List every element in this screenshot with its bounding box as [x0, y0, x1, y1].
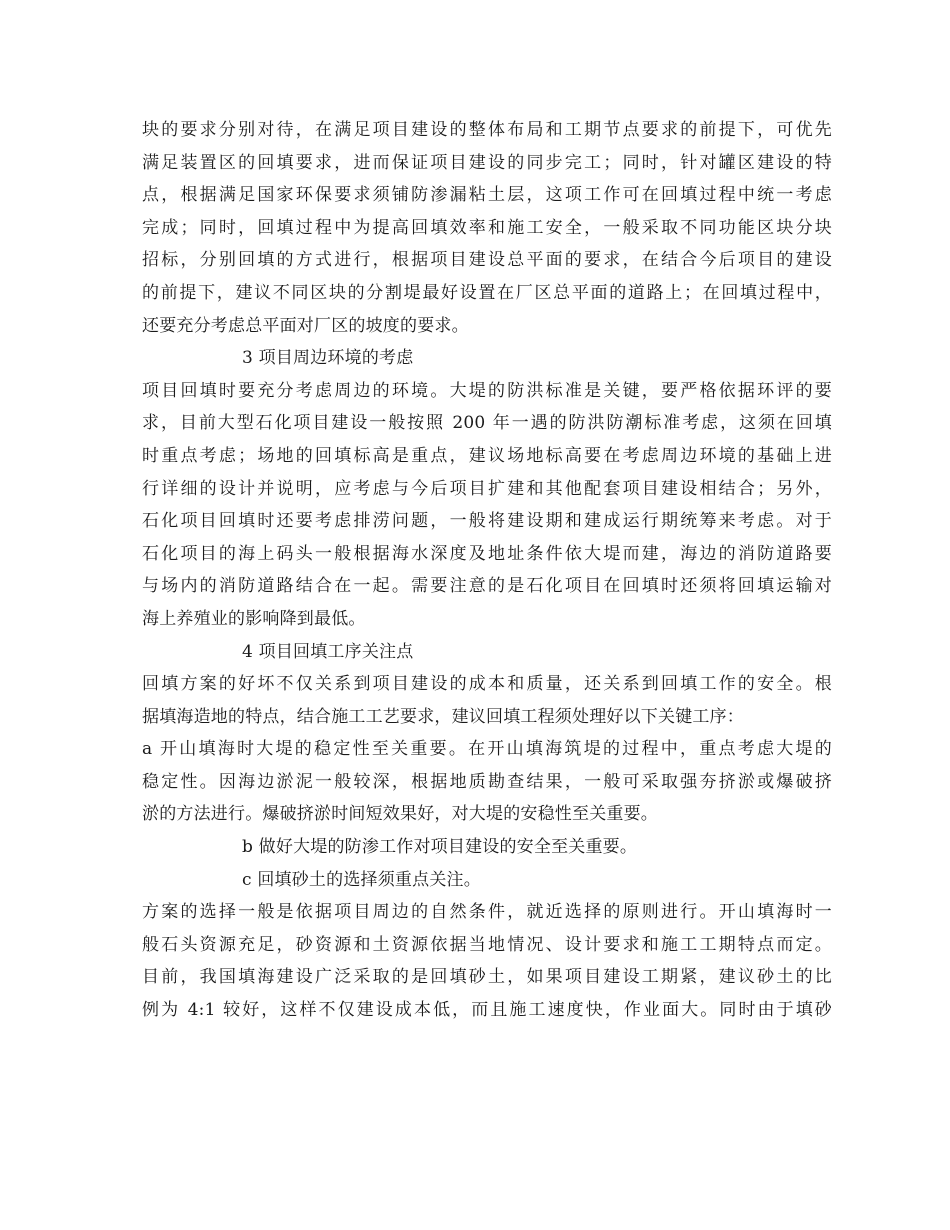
paragraph-line: 块的要求分别对待，在满足项目建设的整体布局和工期节点要求的前提下，可优先: [142, 120, 832, 140]
paragraph-line: a 开山填海时大堤的稳定性至关重要。在开山填海筑堤的过程中，重点考虑大堤的: [142, 739, 832, 760]
section-heading: 3 项目周边环境的考虑: [242, 348, 414, 369]
paragraph-line: 方案的选择一般是依据项目周边的自然条件，就近选择的原则进行。开山填海时一: [142, 902, 832, 923]
paragraph-line: 的前提下，建议不同区块的分割堤最好设置在厂区总平面的道路上；在回填过程中，: [142, 282, 832, 303]
paragraph-line: 项目回填时要充分考虑周边的环境。大堤的防洪标准是关键，要严格依据环评的要: [142, 380, 832, 401]
paragraph-line: 海上养殖业的影响降到最低。: [142, 608, 366, 629]
paragraph-line: 般石头资源充足，砂资源和土资源依据当地情况、设计要求和施工工期特点而定。: [142, 934, 832, 955]
paragraph-line: 回填方案的好坏不仅关系到项目建设的成本和质量，还关系到回填工作的安全。根: [142, 674, 832, 695]
section-heading: c 回填砂土的选择须重点关注。: [242, 869, 481, 890]
paragraph-line: 据填海造地的特点，结合施工工艺要求，建议回填工程须处理好以下关键工序：: [142, 706, 744, 727]
paragraph-line: 稳定性。因海边淤泥一般较深，根据地质勘查结果，一般可采取强夯挤淤或爆破挤: [142, 771, 832, 792]
paragraph-line: 求，目前大型石化项目建设一般按照 200 年一遇的防洪防潮标准考虑，这须在回填: [142, 413, 832, 434]
paragraph-line: 满足装置区的回填要求，进而保证项目建设的同步完工；同时，针对罐区建设的特: [142, 152, 832, 173]
paragraph-line: 石化项目的海上码头一般根据海水深度及地址条件依大堤而建，海边的消防道路要: [142, 543, 832, 564]
paragraph-line: 时重点考虑；场地的回填标高是重点，建议场地标高要在考虑周边环境的基础上进: [142, 445, 832, 466]
paragraph-line: 石化项目回填时还要考虑排涝问题，一般将建设期和建成运行期统筹来考虑。对于: [142, 511, 832, 532]
paragraph-line: 淤的方法进行。爆破挤淤时间短效果好，对大堤的安稳性至关重要。: [142, 804, 658, 825]
paragraph-line: 完成；同时，回填过程中为提高回填效率和施工安全，一般采取不同功能区块分块: [142, 217, 832, 238]
paragraph-line: 例为 4:1 较好，这样不仅建设成本低，而且施工速度快，作业面大。同时由于填砂: [142, 1000, 832, 1021]
paragraph-line: 点，根据满足国家环保要求须铺防渗漏粘土层，这项工作可在回填过程中统一考虑: [142, 185, 832, 206]
paragraph-line: 目前，我国填海建设广泛采取的是回填砂土，如果项目建设工期紧，建议砂土的比: [142, 967, 832, 988]
paragraph-line: 与场内的消防道路结合在一起。需要注意的是石化项目在回填时还须将回填运输对: [142, 576, 832, 597]
paragraph-line: 还要充分考虑总平面对厂区的坡度的要求。: [142, 315, 469, 336]
section-heading: 4 项目回填工序关注点: [242, 641, 414, 662]
paragraph-line: 招标，分别回填的方式进行，根据项目建设总平面的要求，在结合今后项目的建设: [142, 250, 832, 271]
paragraph-line: 行详细的设计并说明，应考虑与今后项目扩建和其他配套项目建设相结合；另外，: [142, 478, 832, 499]
section-heading: b 做好大堤的防渗工作对项目建设的安全至关重要。: [242, 837, 638, 858]
document-body: [142, 114, 832, 1027]
